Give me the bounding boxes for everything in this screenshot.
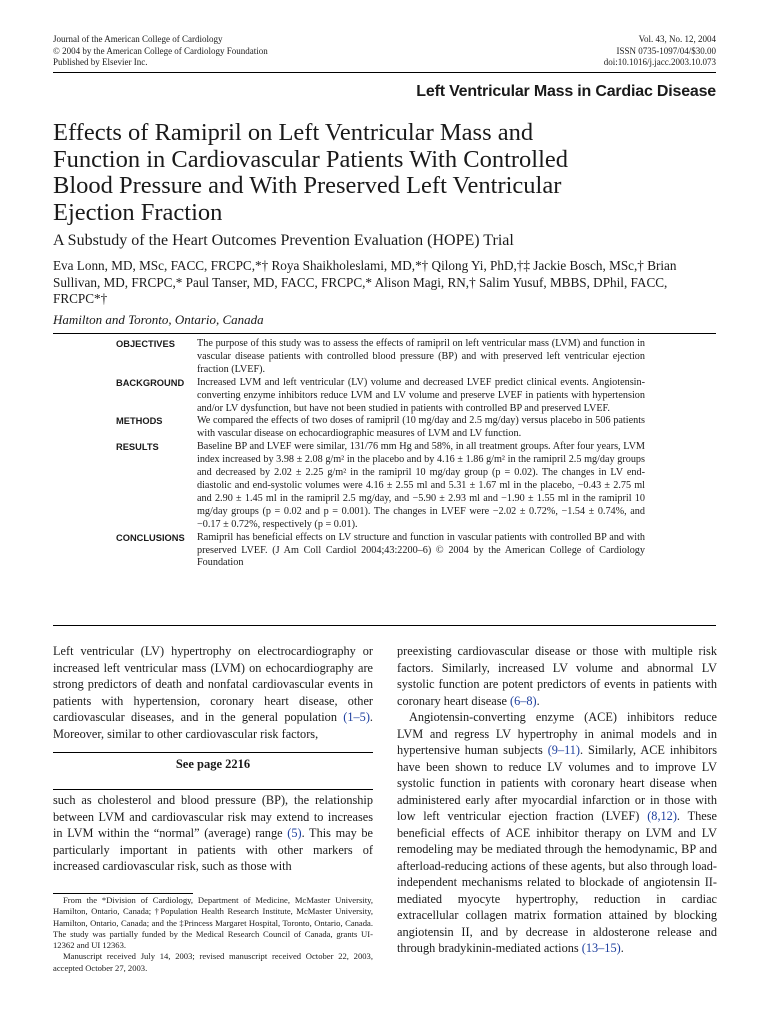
reference-link[interactable]: (1–5): [343, 710, 370, 724]
author-list: Eva Lonn, MD, MSc, FACC, FRCPC,*† Roya Shaikholeslami, MD,*† Qilong Yi, PhD,†‡ Jackie Bosch, MSc,† Brian Sullivan, MD, FRCPC,* Paul Tanser, MD, FACC, FRCPC,* Alison Magi, RN,† Salim Yusuf, MBBS, DPhil, FACC, FRCPC*†: [53, 258, 677, 306]
paragraph: preexisting cardiovascular disease or those with multiple risk factors. Similarly, increased LV volume and abnormal LV systolic function are potent predictors of events in patients with coronary heart disease (6–8).: [397, 644, 717, 708]
abstract-top-rule: [53, 333, 716, 334]
reference-link[interactable]: (13–15): [581, 941, 621, 955]
article-subtitle: A Substudy of the Heart Outcomes Prevention Evaluation (HOPE) Trial: [53, 232, 514, 249]
footnote-manuscript: Manuscript received July 14, 2003; revised manuscript received October 22, 2003, accepted October 27, 2003.: [53, 951, 373, 973]
footnote-rule: [53, 893, 193, 894]
footnote-affiliations: From the *Division of Cardiology, Department of Medicine, McMaster University, Hamilton, Ontario, Canada; †Population Health Research Institute, McMaster University, Hamilton, Ontario, Canada; and the ‡Princess Margaret Hospital, Toronto, Ontario, Canada. The study was partially funded by the Medical Research Council of Canada, grants UI-12362 and UI 12363.: [53, 895, 373, 951]
left-column-bottom: [53, 792, 373, 875]
paragraph: such as cholesterol and blood pressure (BP), the relationship between LVM and cardiovascular risk may extend to increases in LVM within the “normal” (average) range (5). This may be particularly important in patients with other markers of increased cardiovascular risk, such as those with: [53, 793, 373, 873]
section-title: Left Ventricular Mass in Cardiac Disease: [416, 83, 716, 100]
abstract-text: Baseline BP and LVEF were similar, 131/76 mm Hg and 58%, in all treatment groups. After four years, LVM index increased by 3.98 ± 2.08 g/m² in the placebo and by 4.16 ± 1.86 g/m² in the ramipril 2.5 mg/day groups and decreased by 2.02 ± 2.25 g/m² in the ramipril 10 mg/day group (p = 0.02). The changes in LV end-diastolic and end-systolic volumes were 4.16 ± 2.55 ml and 5.31 ± 1.67 ml in the placebo, −0.43 ± 2.75 ml and 2.90 ± 1.45 ml in the ramipril 2.5 mg/day, and −5.90 ± 2.93 ml and −1.90 ± 1.55 ml in the ramipril 10 mg/day groups (p = 0.02 and p = 0.001). The changes in LVEF were −2.02 ± 0.72%, −1.54 ± 0.74%, and −0.17 ± 0.72%, respectively (p = 0.01).: [197, 441, 645, 530]
abstract-text: Ramipril has beneficial effects on LV structure and function in vascular patients with controlled BP and with preserved LVEF. (J Am Coll Cardiol 2004;43:2200–6) © 2004 by the American College of Cardiology Foundation: [197, 531, 645, 569]
see-page-box: [53, 752, 373, 790]
issn: ISSN 0735-1097/04/$30.00: [616, 45, 716, 56]
abstract-label: BACKGROUND: [116, 377, 185, 388]
abstract-label: RESULTS: [116, 442, 159, 453]
abstract-label: METHODS: [116, 416, 163, 427]
copyright: © 2004 by the American College of Cardiology Foundation: [53, 45, 268, 56]
header-rule: [53, 72, 716, 73]
abstract-background: [116, 377, 645, 416]
abstract-label: CONCLUSIONS: [116, 532, 185, 543]
paragraph: Left ventricular (LV) hypertrophy on electrocardiography or increased left ventricular mass (LVM) on echocardiography are strong predictors of death and nonfatal cardiovascular events in patients with hypertension, coronary heart disease, other cardiovascular diseases, and in the general population (1–5). Moreover, similar to other cardiovascular risk factors,: [53, 644, 373, 741]
abstract: [116, 338, 645, 570]
affiliation: Hamilton and Toronto, Ontario, Canada: [53, 312, 264, 327]
see-page-link[interactable]: See page 2216: [175, 757, 251, 771]
footnotes: [53, 895, 373, 974]
volume: Vol. 43, No. 12, 2004: [638, 34, 716, 44]
reference-link[interactable]: (5): [287, 826, 302, 840]
abstract-methods: [116, 415, 645, 441]
abstract-conclusions: [116, 532, 645, 571]
reference-link[interactable]: (9–11): [547, 743, 581, 757]
reference-link[interactable]: (6–8): [510, 693, 537, 708]
article-title: Effects of Ramipril on Left Ventricular Mass and Function in Cardiovascular Patients With Controlled Blood Pressure and With Preserved Left Ventricular Ejection Fraction: [53, 119, 569, 226]
doi[interactable]: doi:10.1016/j.jacc.2003.10.073: [603, 57, 716, 67]
reference-link[interactable]: (8,12): [647, 809, 677, 823]
left-column-top: [53, 643, 373, 742]
journal-info: [53, 34, 268, 69]
abstract-objectives: [116, 338, 645, 377]
abstract-results: [116, 441, 645, 531]
right-column: [397, 643, 717, 957]
abstract-text: We compared the effects of two doses of ramipril (10 mg/day and 2.5 mg/day) versus placebo in 506 patients with vascular disease on echocardiographic measures of LVM and LV function.: [197, 415, 645, 440]
journal-name: Journal of the American College of Cardiology: [53, 34, 223, 44]
publisher: Published by Elsevier Inc.: [53, 57, 148, 67]
citation-info: [604, 34, 716, 69]
abstract-label: OBJECTIVES: [116, 339, 175, 349]
abstract-text: Increased LVM and left ventricular (LV) volume and decreased LVEF predict clinical events. Angiotensin-converting enzyme inhibitors reduce LVM and LV volume and preserve LVEF in patients with hypertension and/or LV dysfunction, but have not been studied in patients with controlled BP and preserved LVEF.: [197, 376, 645, 414]
abstract-text: The purpose of this study was to assess the effects of ramipril on left ventricular mass (LVM) and function in vascular disease patients with controlled blood pressure (BP) and with preserved left ventricular ejection fraction (LVEF).: [197, 338, 645, 375]
paragraph: Angiotensin-converting enzyme (ACE) inhibitors reduce LVM and regress LV hypertrophy in animal models and in hypertensive human subjects (9–11). Similarly, ACE inhibitors have been shown to reduce LV volumes and to improve LV systolic function in patients with coronary heart disease when administered early after myocardial infarction or in those with low left ventricular ejection fraction (LVEF) (8,12). These beneficial effects of ACE inhibitor therapy on LVM and LV remodeling may be mediated through the hemodynamic, BP and afterload-reducing actions of these agents, but also through load-independent mechanisms related to blockade of angiotensin II-mediated myocyte hypertrophy, reduction in cardiac extracellular collagen matrix formation attained by blocking angiotensin II, and by decrease in aldosterone release and through bradykinin-mediated actions (13–15).: [397, 710, 717, 955]
abstract-bottom-rule: [53, 625, 716, 626]
